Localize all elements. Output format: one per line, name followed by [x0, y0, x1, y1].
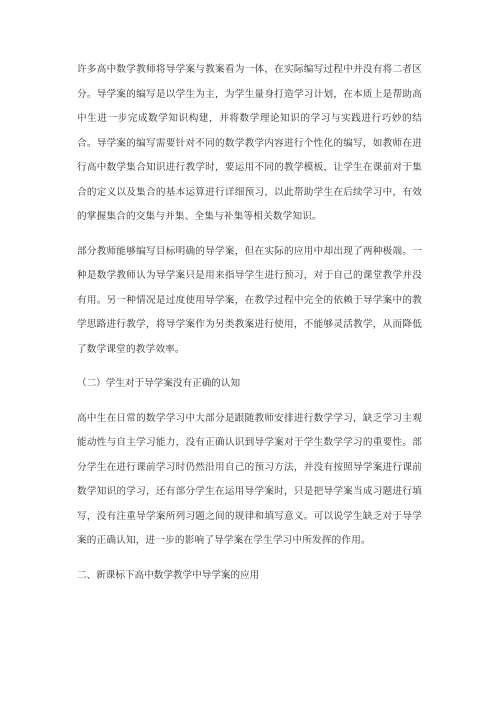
paragraph-3: 高中生在日常的数学学习中大部分是跟随教师安排进行数学学习，缺乏学习主观能动性与自主学习能力，没有正确认识到导学案对于学生数学学习的重要性。部分学生在进行课前学习时仍然沿用自己的预习方法，并没有按照导学案进行课前数学知识的学习，还有部分学生在运用导学案时，只是把导学案当成习题进行填写，没有注重导学案所列习题之间的规律和填写意义。可以说学生缺乏对于导学案的正确认知，进一步的影响了导学案在学生学习中所发挥的作用。 — [77, 412, 422, 546]
chapter-heading-2: 二、新课标下高中数学教学中导学案的应用 — [77, 569, 260, 581]
section-heading-2: （二）学生对于导学案没有正确的认知 — [77, 378, 241, 389]
document-body — [77, 58, 422, 598]
paragraph-1: 许多高中数学教师将导学案与教案看为一体，在实际编写过程中并没有将二者区分。导学案的编写是以学生为主，为学生量身打造学习计划，在本质上是帮助高中生进一步完成数学知识构建，并将数学理论知识的学习与实践进行巧妙的结合。导学案的编写需要针对不同的数学教学内容进行个性化的编写，如教师在进行高中数学集合知识进行教学时，要运用不同的教学模板，让学生在课前对于集合的定义以及集合的基本运算进行详细预习，以此帮助学生在后续学习中，有效的掌握集合的交集与并集、全集与补集等相关数学知识。 — [77, 64, 422, 222]
paragraph-2: 部分教师能够编写目标明确的导学案，但在实际的应用中却出现了两种极端。一种是数学教师认为导学案只是用来指导学生进行预习，对于自己的课堂教学并没有用。另一种情况是过度使用导学案，在教学过程中完全的依赖于导学案中的教学思路进行教学，将导学案作为另类教案进行使用，不能够灵活教学，从而降低了数学课堂的教学效率。 — [77, 245, 422, 355]
